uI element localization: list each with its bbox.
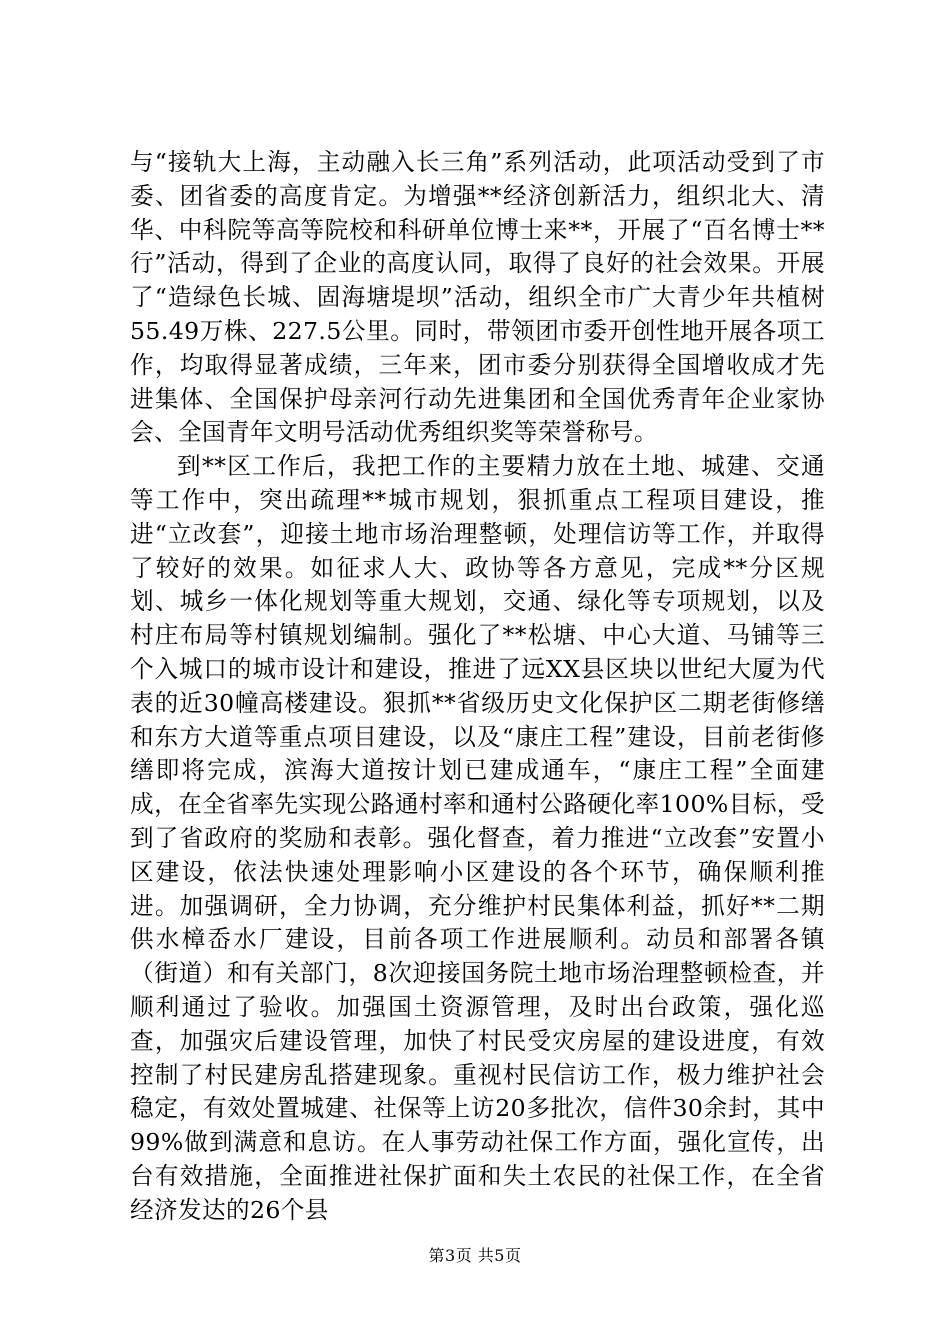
- paragraph-1: 与“接轨大上海，主动融入长三角”系列活动，此项活动受到了市委、团省委的高度肯定。为增强**经济创新活力，组织北大、清华、中科院等高等院校和科研单位博士来**，开展了“百名博士**行”活动，得到了企业的高度认同，取得了良好的社会效果。开展了“造绿色长城、固海塘堤坝”活动，组织全市广大青少年共植树55.49万株、227.5公里。同时，带领团市委开创性地开展各项工作，均取得显著成绩，三年来，团市委分别获得全国增收成才先进集体、全国保护母亲河行动先进集团和全国优秀青年企业家协会、全国青年文明号活动优秀组织奖等荣誉称号。: [130, 148, 825, 447]
- document-body: [130, 146, 825, 1228]
- paragraph-2: 到**区工作后，我把工作的主要精力放在土地、城建、交通等工作中，突出疏理**城市规划，狠抓重点工程项目建设，推进“立改套”，迎接土地市场治理整顿，处理信访等工作，并取得了较好的效果。如征求人大、政协等各方意见，完成**分区规划、城乡一体化规划等重大规划，交通、绿化等专项规划，以及村庄布局等村镇规划编制。强化了**松塘、中心大道、马铺等三个入城口的城市设计和建设，推进了远XX县区块以世纪大厦为代表的近30幢高楼建设。狠抓**省级历史文化保护区二期老街修缮和东方大道等重点项目建设，以及“康庄工程”建设，目前老街修缮即将完成，滨海大道按计划已建成通车，“康庄工程”全面建成，在全省率先实现公路通村率和通村公路硬化率100%目标，受到了省政府的奖励和表彰。强化督查，着力推进“立改套”安置小区建设，依法快速处理影响小区建设的各个环节，确保顺利推进。加强调研，全力协调，充分维护村民集体利益，抓好**二期供水樟岙水厂建设，目前各项工作进展顺利。动员和部署各镇（街道）和有关部门，8次迎接国务院土地市场治理整顿检查，并顺利通过了验收。加强国土资源管理，及时出台政策，强化巡查，加强灾后建设管理，加快了村民受灾房屋的建设进度，有效控制了村民建房乱搭建现象。重视村民信访工作，极力维护社会稳定，有效处置城建、社保等上访20多批次，信件30余封，其中99%做到满意和息访。在人事劳动社保工作方面，强化宣传，出台有效措施，全面推进社保扩面和失土农民的社保工作，在全省经济发达的26个县: [130, 452, 825, 1224]
- page-number-footer: 第3页 共5页: [428, 1246, 522, 1265]
